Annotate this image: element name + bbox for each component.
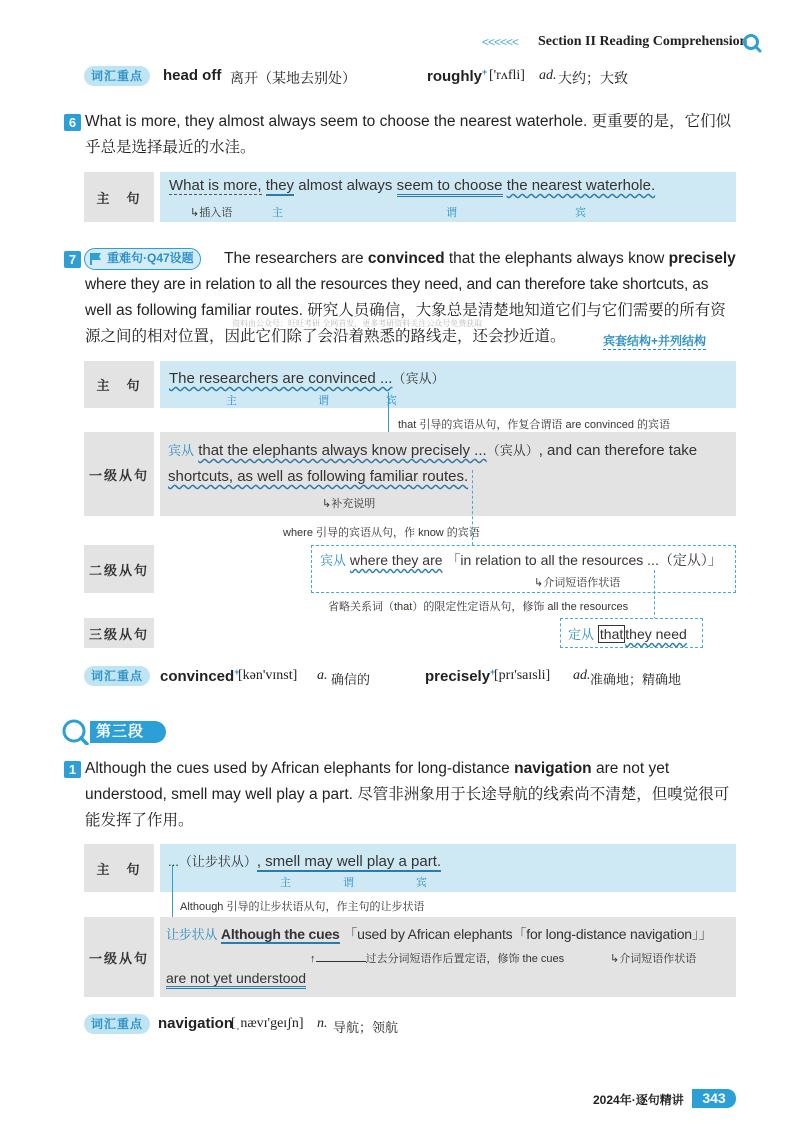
watermark: 资料由公众号：旺旺考研 全网首发，更多考研资料关注公众号免费获取 xyxy=(232,319,483,328)
vocab-definition: 准确地；精确地 xyxy=(590,672,682,687)
note-omit: 省略关系词（that）的限定性定语从句，修饰 all the resources xyxy=(328,601,629,613)
vocab-word: convinced+ xyxy=(160,667,240,685)
level2-box xyxy=(311,545,736,593)
vocab-word: precisely+ xyxy=(425,667,496,685)
level3-box xyxy=(560,618,703,648)
note-although: Although 引导的让步状语从句，作主句的让步状语 xyxy=(180,901,425,913)
level2-clause: where they are xyxy=(349,552,443,568)
clause-tag: 宾从 xyxy=(168,443,195,458)
level1-clause: that the elephants always know precisely ... xyxy=(198,442,487,459)
vocab-word: navigation xyxy=(158,1015,234,1032)
vocab-definition: 大约；大致 xyxy=(558,70,628,86)
structure-note: 宾套结构+并列结构 xyxy=(603,334,707,348)
difficulty-badge: 重难句·Q47设题 xyxy=(84,248,201,270)
page-number: 343 xyxy=(692,1089,736,1108)
relative-that: that xyxy=(599,626,624,642)
page-header xyxy=(470,32,770,56)
vocab-pos: ad. xyxy=(539,68,557,83)
role-object: 宾 xyxy=(416,877,427,889)
insert-phrase: What is more, xyxy=(169,177,262,194)
sentence-number: 6 xyxy=(64,114,81,131)
row-label-main: 主 句 xyxy=(84,172,154,222)
vocab-tag: 词汇重点 xyxy=(84,66,150,86)
object-phrase: the nearest waterhole. xyxy=(506,177,656,194)
clause-type: （宾从） xyxy=(486,443,539,458)
subject-phrase: they xyxy=(265,177,295,194)
analysis-panel xyxy=(160,361,736,408)
adverb-phrase: almost always xyxy=(298,177,393,194)
vocab-word: roughly+ xyxy=(427,67,488,85)
role-subject: 主 xyxy=(280,877,291,889)
vocab-pronunciation: [prɪ'saɪsli] xyxy=(494,668,551,683)
sentence-number: 1 xyxy=(64,761,81,778)
footer-book: 2024年·逐句精讲 xyxy=(593,1093,684,1107)
note-supplement: ↳补充说明 xyxy=(322,498,376,510)
level1-phrase: 「used by African elephants「for long-distance navigation」」 xyxy=(343,926,713,942)
level2-phrase: 「in relation to all the resources ...（定从）」 xyxy=(446,552,722,568)
note-prep: ↳介词短语作状语 xyxy=(534,577,621,589)
analysis-panel xyxy=(160,172,736,222)
vocab-tag: 词汇重点 xyxy=(84,666,150,686)
predicate-phrase: seem to choose xyxy=(397,177,503,197)
connector-line xyxy=(172,865,173,920)
analysis-panel xyxy=(160,432,736,516)
sentence-number: 7 xyxy=(64,251,81,268)
vocab-definition: 确信的 xyxy=(331,672,371,687)
sentence-text-cn: 乎总是选择最近的水洼。 xyxy=(85,139,256,156)
clause-tag: 让步状从 xyxy=(166,927,218,942)
row-label-level1: 一级从句 xyxy=(84,432,154,516)
role-predicate: 谓 xyxy=(318,395,329,407)
level1-clause: Although the cues xyxy=(220,926,340,942)
row-label-main: 主 句 xyxy=(84,361,154,408)
vocab-tag: 词汇重点 xyxy=(84,1014,150,1034)
sentence-text: understood, smell may well play a part. 尽管非洲象用于长途导航的线索尚不清楚，但嗅觉很可 xyxy=(85,786,730,803)
row-label-level2: 二级从句 xyxy=(84,545,154,593)
search-icon xyxy=(62,719,90,745)
role-subject: 主 xyxy=(272,207,283,219)
role-predicate: 谓 xyxy=(446,207,457,219)
connector-line xyxy=(388,392,389,432)
level1-clause-b: , and can therefore take xyxy=(538,442,698,459)
section-title: 第三段 xyxy=(90,721,166,743)
search-icon xyxy=(742,33,762,53)
role-object: 宾 xyxy=(575,207,586,219)
role-subject: 主 xyxy=(226,395,237,407)
vocab-pos: a. xyxy=(317,668,328,683)
vocab-definition: 离开（某地去别处） xyxy=(230,70,356,86)
clause-type: ...（让步状从） xyxy=(168,854,257,869)
vocab-pos: n. xyxy=(317,1016,328,1031)
vocab-definition: 导航；领航 xyxy=(333,1020,399,1035)
row-label-main: 主 句 xyxy=(84,844,154,892)
role-insert: ↳插入语 xyxy=(190,207,233,219)
note-where: where 引导的宾语从句，作 know 的宾语 xyxy=(283,527,480,539)
sentence-text: 能发挥了作用。 xyxy=(85,812,194,829)
sentence-text: well as following familiar routes. 研究人员确信，大象总是清楚地知道它们与它们需要的所有资 xyxy=(85,302,726,319)
header-arrows: <<<<<< xyxy=(482,35,519,49)
header-title: Section II Reading Comprehension xyxy=(538,34,748,49)
level3-clause: they need xyxy=(625,626,687,642)
sentence-text: 源之间的相对位置，因此它们除了会沿着熟悉的路线走，还会抄近道。 xyxy=(85,328,566,345)
sentence-text: Although the cues used by African elephants for long-distance navigation are not yet xyxy=(85,760,670,777)
level1-predicate: are not yet understood xyxy=(166,970,306,989)
note-participle: ↑ 过去分词短语作后置定语，修饰 the cues xyxy=(310,953,565,965)
main-clause: , smell may well play a part. xyxy=(256,853,442,870)
clause-tag: 定从 xyxy=(568,627,595,642)
row-label-level3: 三级从句 xyxy=(84,618,154,648)
sentence-text: What is more, they almost always seem to choose the nearest waterhole. 更重要的是，它们似 xyxy=(85,113,732,130)
clause-type: （宾从） xyxy=(392,371,445,386)
section-heading xyxy=(62,719,168,745)
vocab-pronunciation: [ˌnævɪ'geɪʃn] xyxy=(231,1016,304,1031)
main-clause: The researchers are convinced ... xyxy=(169,370,393,387)
role-object: 宾 xyxy=(386,395,397,407)
vocab-word: head off xyxy=(163,67,222,84)
analysis-panel xyxy=(160,844,736,892)
vocab-pronunciation: ['rʌfli] xyxy=(489,68,525,83)
level1-clause-c: shortcuts, as well as following familiar routes. xyxy=(168,468,469,485)
sentence-text: The researchers are convinced that the elephants always know precisely xyxy=(224,250,736,267)
vocab-pos: ad. xyxy=(573,668,591,683)
role-predicate: 谓 xyxy=(343,877,354,889)
flag-icon xyxy=(89,252,103,266)
note-prep: ↳介词短语作状语 xyxy=(610,953,697,965)
note-that: that 引导的宾语从句，作复合谓语 are convinced 的宾语 xyxy=(398,419,671,431)
sentence-text: where they are in relation to all the resources they need, and can therefore take shortcuts, as xyxy=(85,276,709,293)
row-label-level1: 一级从句 xyxy=(84,917,154,997)
connector-line xyxy=(654,570,655,620)
vocab-pronunciation: [kən'vɪnst] xyxy=(238,668,298,683)
analysis-panel xyxy=(160,917,736,997)
clause-tag: 宾从 xyxy=(320,553,347,568)
